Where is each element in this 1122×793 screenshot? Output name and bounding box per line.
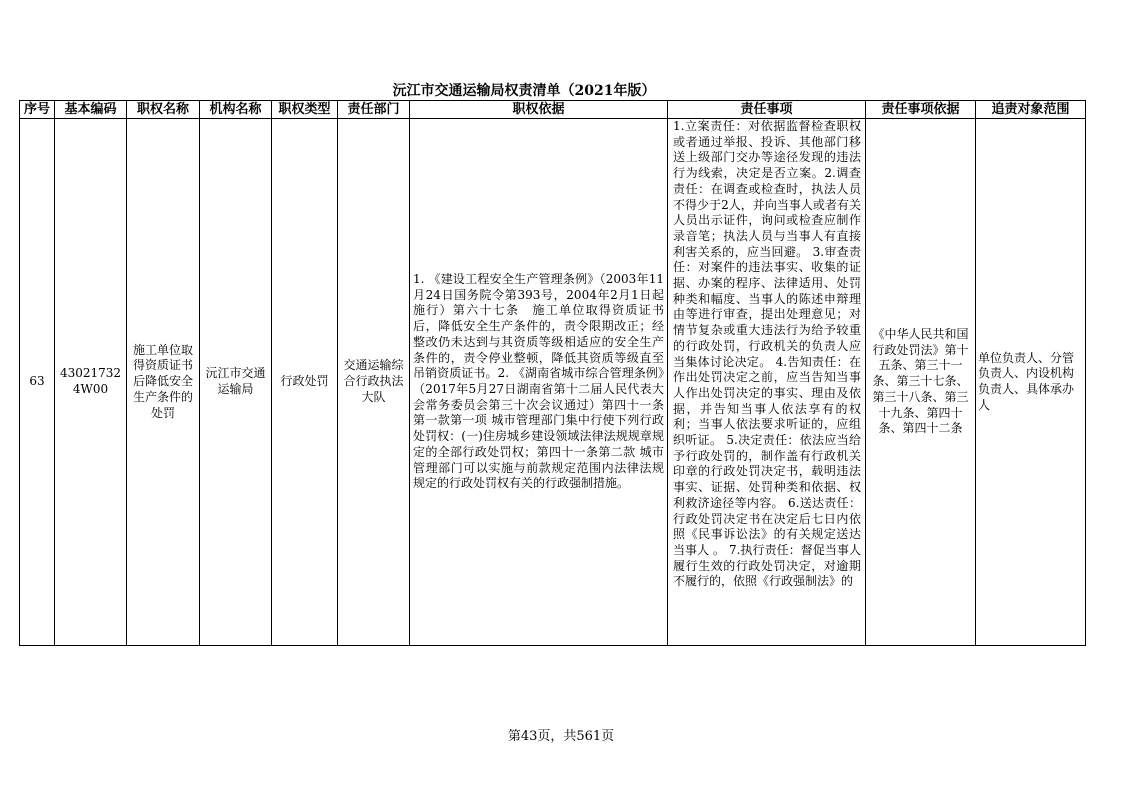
header-department: 责任部门 [338, 101, 410, 119]
header-power-name: 职权名称 [127, 101, 200, 119]
cell-seq [20, 119, 55, 646]
cell-legal-basis [410, 119, 668, 646]
page-footer: 第43页，共561页 [507, 729, 615, 744]
accountability-text: 单位负责人、分管负责人、内设机构负责人、具体承办人 [978, 350, 1075, 412]
header-legal-basis: 职权依据 [410, 101, 668, 119]
header-agency: 机构名称 [200, 101, 272, 119]
duties-text: 1.立案责任：对依据监督检查职权或者通过举报、投诉、其他部门移送上级部门交办等途径发现的违法行为线索，决定是否立案。2.调查责任：在调查或检查时，执法人员不得少于2人，并向当事人或者有关人员出示证件，询问或检查应制作录音笔；执法人员与当事人有直接利害关系的，应当回避。 3.审查责任：对案件的违法事实、收集的证据、办案的程序、法律适用、处罚种类和幅度、当事人的陈述申辩理由等进行审查，提出处理意见；对情节复杂或重大违法行为给予较重的行政处罚，行政机关的负责人应当集体讨论决定。 4.告知责任：在作出处罚决定之前，应当告知当事人作出处罚决定的事实、理由及依据，并告知当事人依法享有的权利；当事人依法要求听证的，应组织听证。 5.决定责任：依法应当给予行政处罚的，制作盖有行政机关印章的行政处罚决定书，载明违法事实、证据、处罚种类和依据、权利救济途径等内容。 6.送达责任：行政处罚决定书在决定后七日内依照《民事诉讼法》的有关规定送达当事人 。 7.执行责任：督促当事人履行生效的行政处罚决定，对逾期不履行的，依照《行政强制法》的 [673, 119, 861, 589]
department-text: 交通运输综合行政执法大队 [343, 358, 404, 404]
power-type-text: 行政处罚 [280, 374, 329, 389]
table-header-row [20, 101, 1086, 119]
duty-basis-text: 《中华人民共和国行政处罚法》第十五条、第三十一条、第三十七条、第三十八条、第三十九条、第四十条、第四十二条 [872, 327, 969, 436]
cell-accountability [976, 119, 1086, 646]
code-text: 430217324W00 [59, 366, 122, 396]
seq-text: 63 [29, 374, 45, 389]
cell-department [338, 119, 410, 646]
header-duty-basis: 责任事项依据 [866, 101, 976, 119]
header-code: 基本编码 [55, 101, 127, 119]
cell-duty-basis [866, 119, 976, 646]
cell-duties [668, 119, 866, 646]
agency-text: 沅江市交通运输局 [205, 366, 266, 396]
power-table [19, 100, 1086, 646]
page-title: 沅江市交通运输局权责清单（2021年版） [392, 83, 656, 99]
header-seq: 序号 [20, 101, 55, 119]
header-duties: 责任事项 [668, 101, 866, 119]
table-row [20, 119, 1086, 646]
cell-power-type [272, 119, 338, 646]
cell-power-name [127, 119, 200, 646]
legal-basis-text: 1. 《建设工程安全生产管理条例》（2003年11月24日国务院令第393号，2004年2月1日起施行）第六十七条 施工单位取得资质证书后，降低安全生产条件的，责令限期改正；经整改仍未达到与其资质等级相适应的安全生产条件的，责令停业整顿，降低其资质等级直至吊销资质证书。2. 《湖南省城市综合管理条例》（2017年5月27日湖南省第十二届人民代表大会常务委员会第三十次会议通过）第四十一条第一款第一项 城市管理部门集中行使下列行政处罚权：(一)住房城乡建设领域法律法规规章规定的全部行政处罚权；第四十一条第二款 城市管理部门可以实施与前款规定范围内法律法规规定的行政处罚权有关的行政强制措施。 [413, 272, 664, 491]
header-accountability: 追责对象范围 [976, 101, 1086, 119]
header-power-type: 职权类型 [272, 101, 338, 119]
cell-agency [200, 119, 272, 646]
cell-code [55, 119, 127, 646]
power-name-text: 施工单位取得资质证书后降低安全生产条件的处罚 [132, 342, 193, 420]
